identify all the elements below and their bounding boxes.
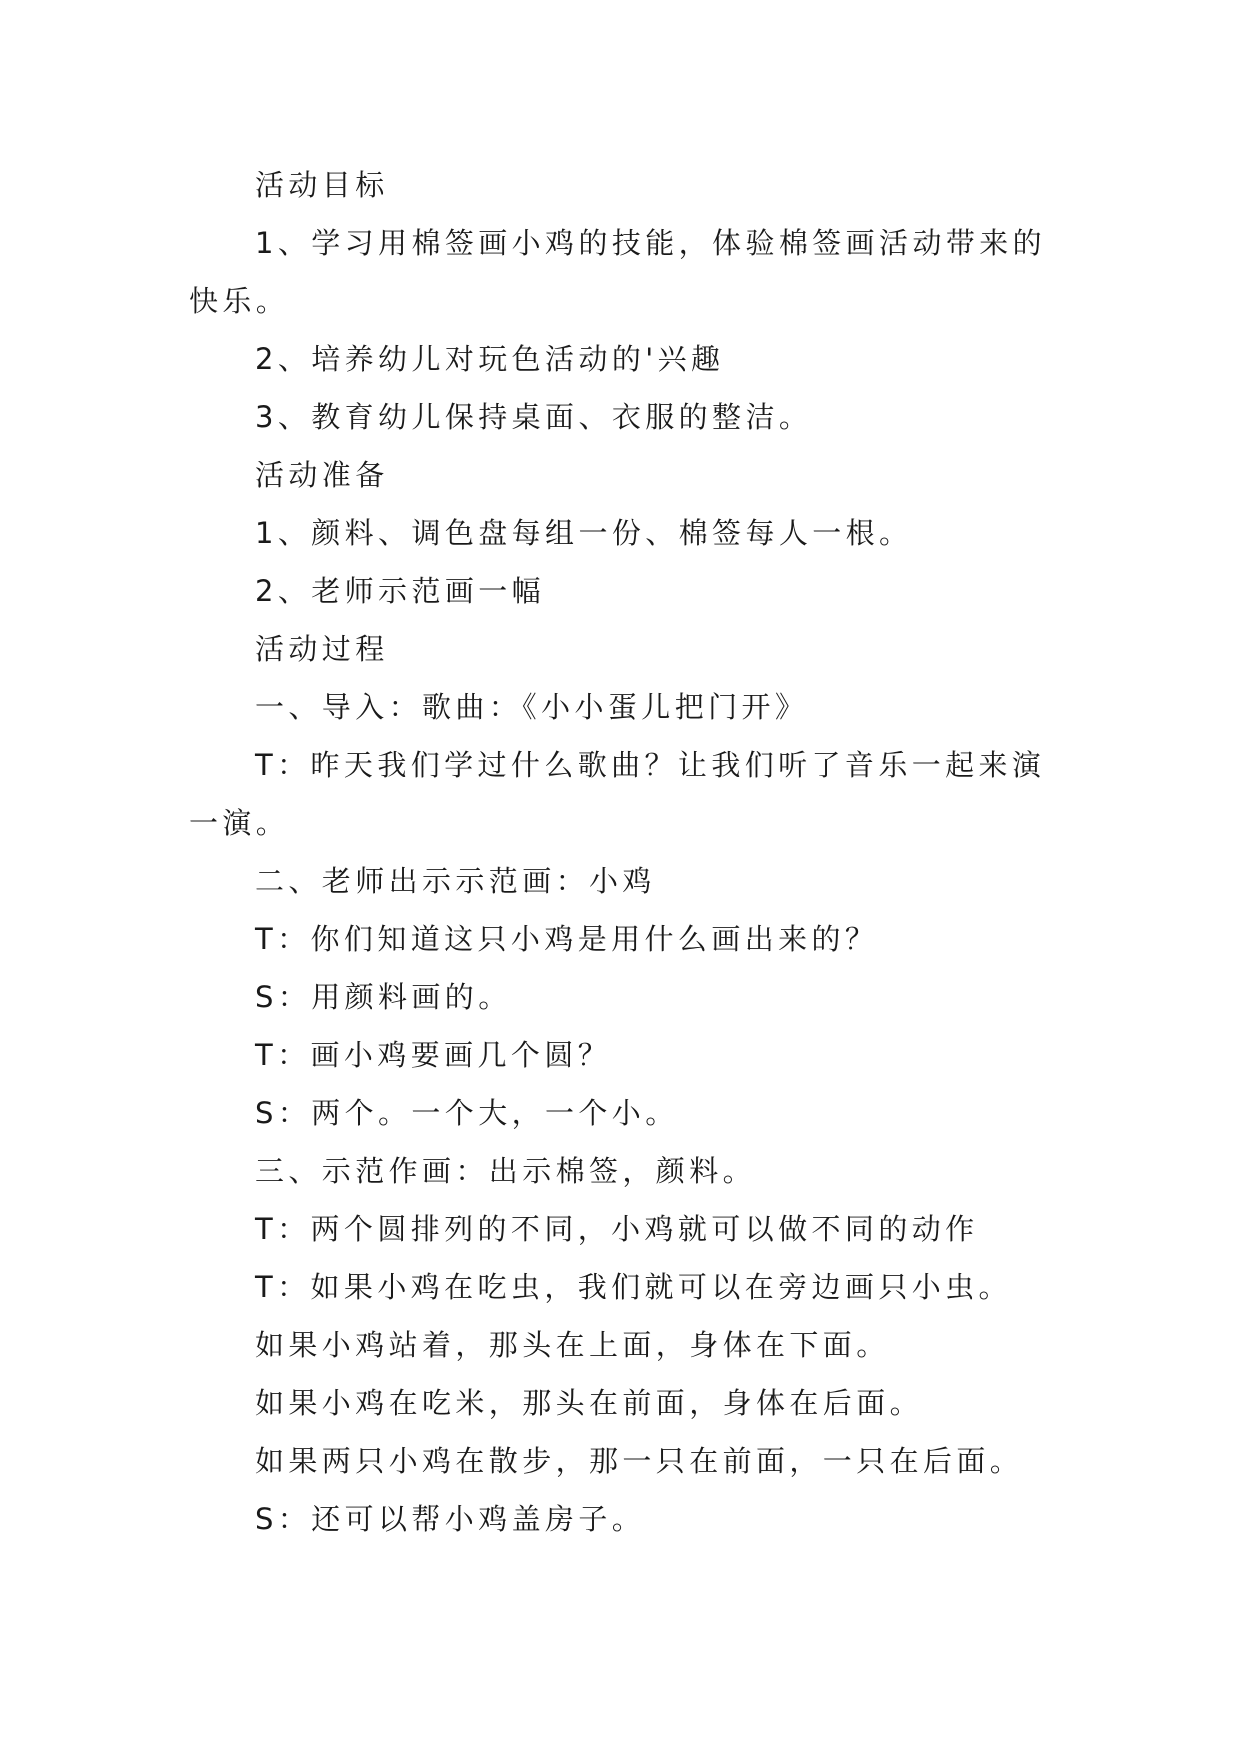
dialogue-line: S：用颜料画的。 xyxy=(255,980,512,1014)
dialogue-line: S：还可以帮小鸡盖房子。 xyxy=(255,1502,646,1536)
document-body xyxy=(189,156,1059,1548)
process-step-3: 三、示范作画：出示棉签，颜料。 xyxy=(255,1154,757,1188)
goal-item-3: 3、教育幼儿保持桌面、衣服的整洁。 xyxy=(255,400,813,434)
process-step-2: 二、老师出示示范画：小鸡 xyxy=(255,864,656,898)
dialogue-line: T：画小鸡要画几个圆？ xyxy=(255,1038,612,1072)
section-heading-goals: 活动目标 xyxy=(255,168,389,202)
goal-item-1: 1、学习用棉签画小鸡的技能，体验棉签画活动带来的快乐。 xyxy=(189,226,1047,318)
goal-item-2: 2、培养幼儿对玩色活动的'兴趣 xyxy=(255,342,725,376)
process-step-1: 一、导入：歌曲：《小小蛋儿把门开》 xyxy=(255,690,809,724)
preparation-item-2: 2、老师示范画一幅 xyxy=(255,574,546,608)
section-heading-process: 活动过程 xyxy=(255,632,389,666)
section-heading-preparation: 活动准备 xyxy=(255,458,389,492)
body-line: 如果两只小鸡在散步，那一只在前面，一只在后面。 xyxy=(255,1444,1024,1478)
dialogue-line: T：你们知道这只小鸡是用什么画出来的？ xyxy=(255,922,879,956)
dialogue-line: T：昨天我们学过什么歌曲？让我们听了音乐一起来演一演。 xyxy=(189,748,1046,840)
dialogue-line: T：两个圆排列的不同，小鸡就可以做不同的动作 xyxy=(255,1212,979,1246)
dialogue-line: T：如果小鸡在吃虫，我们就可以在旁边画只小虫。 xyxy=(255,1270,1012,1304)
body-line: 如果小鸡站着，那头在上面，身体在下面。 xyxy=(255,1328,890,1362)
preparation-item-1: 1、颜料、调色盘每组一份、棉签每人一根。 xyxy=(255,516,913,550)
dialogue-line: S：两个。一个大，一个小。 xyxy=(255,1096,679,1130)
body-line: 如果小鸡在吃米，那头在前面，身体在后面。 xyxy=(255,1386,924,1420)
